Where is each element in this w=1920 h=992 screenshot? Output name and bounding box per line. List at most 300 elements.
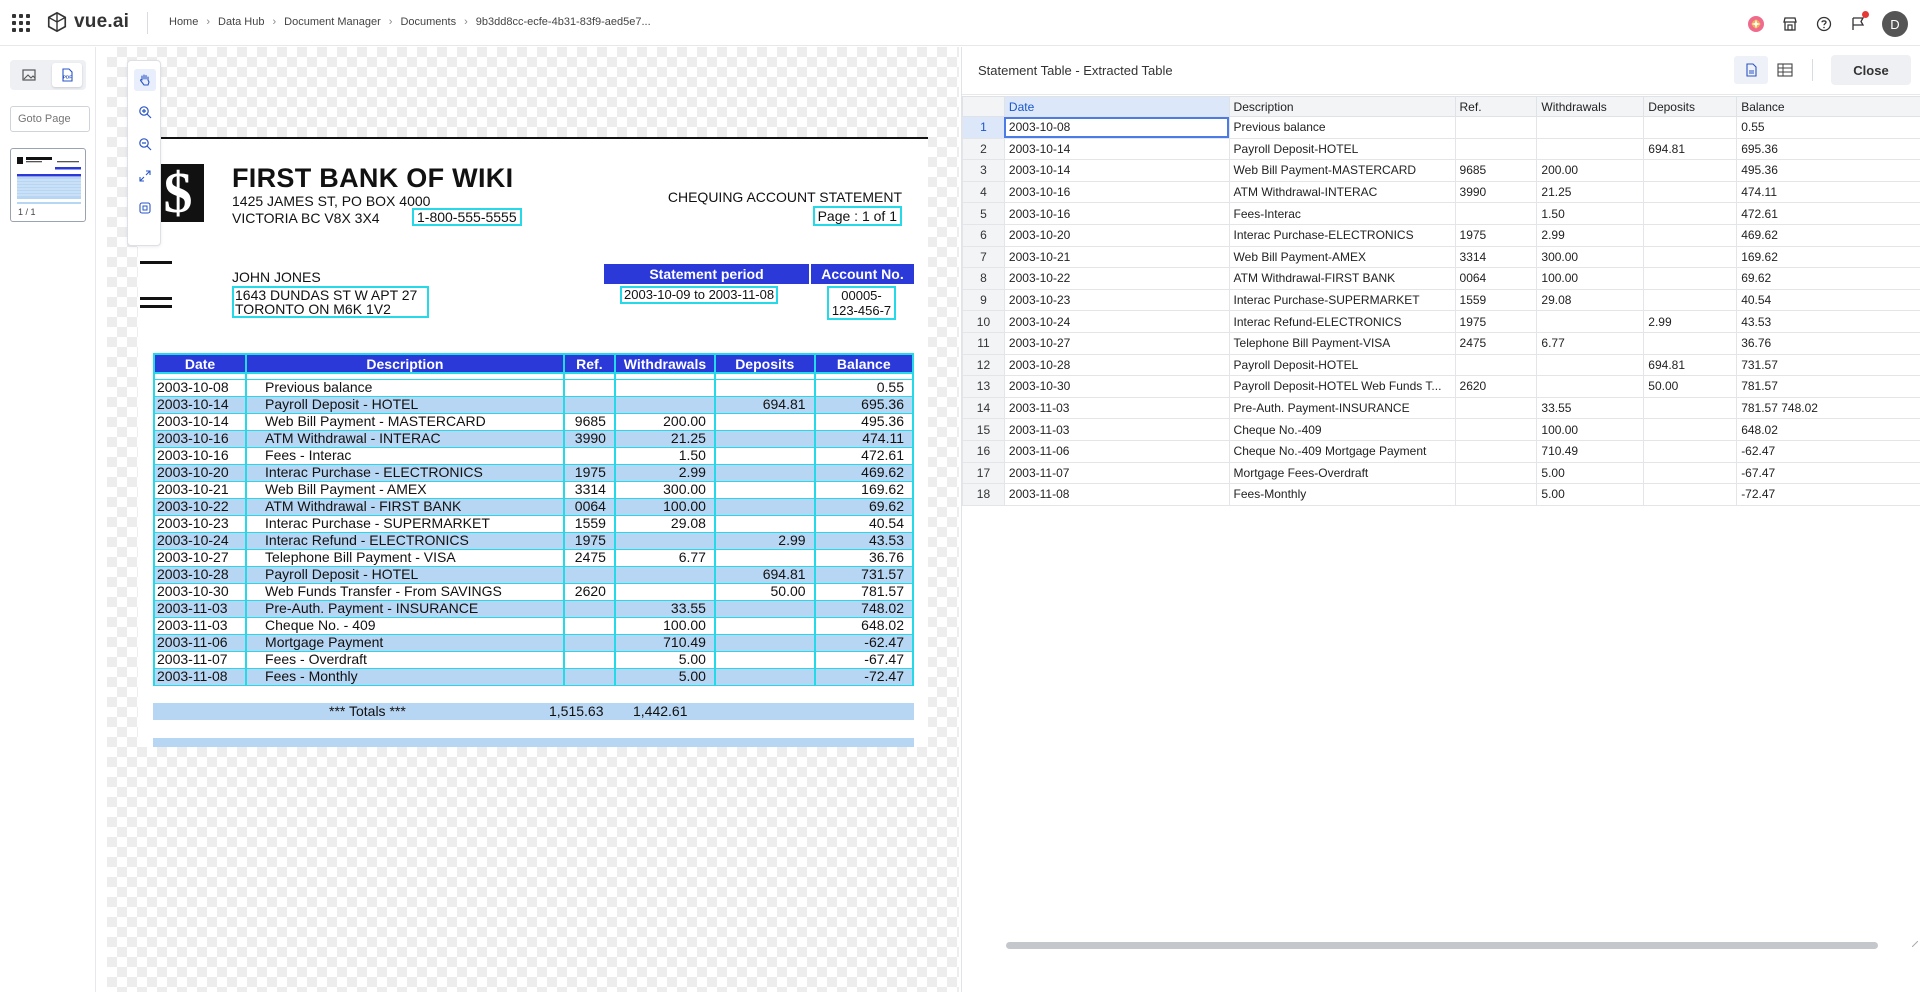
breadcrumb-document-manager[interactable]: Document Manager [284,16,381,28]
cell-withdrawals[interactable]: 5.00 [1537,462,1644,484]
cell-date[interactable]: 2003-10-28 [1004,354,1229,376]
region-select-icon[interactable] [134,197,156,219]
table-row[interactable] [963,246,1920,268]
breadcrumb-data-hub[interactable]: Data Hub [218,16,265,28]
row-number: 12 [963,354,1005,376]
totals-withdrawals: 1,515.63 [549,703,604,719]
cell-date[interactable]: 2003-10-14 [1004,160,1229,182]
cell-description[interactable]: Cheque No.-409 Mortgage Payment [1229,440,1455,462]
row-description: Previous balance [246,379,564,396]
bank-address-line2: VICTORIA BC V8X 3X4 [232,210,380,226]
table-row[interactable] [963,462,1920,484]
cell-withdrawals[interactable]: 710.49 [1537,440,1644,462]
row-ref [564,447,615,464]
cell-ref[interactable]: 3314 [1455,246,1537,268]
brand-name: vue.ai [74,11,130,32]
cell-description[interactable]: Mortgage Fees-Overdraft [1229,462,1455,484]
page-thumbnail[interactable] [10,148,86,222]
breadcrumb-home[interactable]: Home [169,16,199,28]
row-withdrawals: 6.77 [615,549,715,566]
row-deposits [715,413,815,430]
row-withdrawals: 1.50 [615,447,715,464]
vue-logo-icon [46,11,68,33]
cell-balance[interactable]: 169.62 [1737,246,1920,268]
table-row[interactable] [963,117,1920,139]
cell-balance[interactable]: 469.62 [1737,224,1920,246]
statement-row [154,617,913,634]
cell-balance[interactable]: 40.54 [1737,289,1920,311]
cell-date[interactable]: 2003-11-03 [1004,397,1229,419]
row-deposits: 50.00 [715,583,815,600]
grid-header-balance[interactable]: Balance [1737,97,1920,117]
row-withdrawals: 29.08 [615,515,715,532]
cell-deposits[interactable] [1644,160,1737,182]
row-ref: 2620 [564,583,615,600]
row-balance: 495.36 [815,413,913,430]
cell-description[interactable]: ATM Withdrawal-INTERAC [1229,181,1455,203]
cell-date[interactable]: 2003-10-16 [1004,181,1229,203]
cell-deposits[interactable] [1644,289,1737,311]
goto-page-input[interactable] [10,106,90,132]
row-withdrawals [615,396,715,413]
row-withdrawals [615,379,715,396]
table-row[interactable] [963,289,1920,311]
grid-header-deposits[interactable]: Deposits [1644,97,1737,117]
row-description: Mortgage Payment [246,634,564,651]
chevron-right-icon: › [464,16,468,28]
row-balance: 0.55 [815,379,913,396]
row-balance: 69.62 [815,498,913,515]
bank-address-line1: 1425 JAMES ST, PO BOX 4000 [232,193,431,209]
table-row[interactable] [963,311,1920,333]
cell-balance[interactable]: 495.36 [1737,160,1920,182]
cell-withdrawals[interactable]: 21.25 [1537,181,1644,203]
cell-deposits[interactable] [1644,203,1737,225]
table-row[interactable] [963,376,1920,398]
table-row[interactable] [963,440,1920,462]
cell-withdrawals[interactable]: 1.50 [1537,203,1644,225]
row-description: Web Bill Payment - AMEX [246,481,564,498]
decorative-rule [140,305,172,308]
cell-withdrawals[interactable] [1537,311,1644,333]
cell-description[interactable]: Pre-Auth. Payment-INSURANCE [1229,397,1455,419]
row-number: 1 [963,117,1005,139]
panel-title: Statement Table - Extracted Table [978,63,1173,78]
row-ref [564,651,615,668]
viewer-toolbar [127,60,161,246]
cell-description[interactable]: Previous balance [1229,117,1455,139]
row-number: 16 [963,440,1005,462]
fit-expand-icon[interactable] [134,165,156,187]
statement-row [154,515,913,532]
cell-date[interactable]: 2003-11-06 [1004,440,1229,462]
row-number: 2 [963,138,1005,160]
table-row[interactable] [963,203,1920,225]
table-row[interactable] [963,332,1920,354]
row-description: Pre-Auth. Payment - INSURANCE [246,600,564,617]
row-deposits: 694.81 [715,396,815,413]
cell-deposits[interactable] [1644,224,1737,246]
cell-description[interactable]: Fees-Interac [1229,203,1455,225]
cell-withdrawals[interactable] [1537,376,1644,398]
cell-balance[interactable]: 731.57 [1737,354,1920,376]
row-balance: 469.62 [815,464,913,481]
row-description: Interac Purchase - SUPERMARKET [246,515,564,532]
cell-ref[interactable] [1455,484,1537,506]
row-ref [564,379,615,396]
cell-ref[interactable] [1455,397,1537,419]
pan-hand-icon[interactable] [134,69,156,91]
horizontal-scrollbar[interactable] [1006,942,1878,949]
zoom-out-icon[interactable] [134,133,156,155]
panel-actions [1734,55,1920,85]
row-date: 2003-10-27 [154,549,246,566]
row-number: 9 [963,289,1005,311]
cell-withdrawals[interactable] [1537,138,1644,160]
row-deposits [715,498,815,515]
table-row[interactable] [963,354,1920,376]
row-date: 2003-10-14 [154,413,246,430]
totals-label: *** Totals *** [329,703,406,719]
row-date: 2003-10-28 [154,566,246,583]
svg-text:PDF: PDF [63,74,72,80]
row-ref: 3990 [564,430,615,447]
grid-header-ref[interactable]: Ref. [1455,97,1537,117]
table-row[interactable] [963,484,1920,506]
notification-badge [1862,11,1869,18]
cell-description[interactable]: Interac Refund-ELECTRONICS [1229,311,1455,333]
apps-grid-icon[interactable] [12,14,30,32]
cell-description[interactable]: Interac Purchase-ELECTRONICS [1229,224,1455,246]
row-description: Fees - Overdraft [246,651,564,668]
row-date: 2003-11-08 [154,668,246,685]
cell-description[interactable]: Telephone Bill Payment-VISA [1229,332,1455,354]
row-date: 2003-10-23 [154,515,246,532]
toolbar-divider [1812,59,1813,81]
row-date: 2003-10-30 [154,583,246,600]
row-description: Fees - Interac [246,447,564,464]
statement-table-body [154,373,913,685]
cell-date[interactable]: 2003-10-14 [1004,138,1229,160]
pdf-icon [60,68,74,82]
cell-balance[interactable]: -72.47 [1737,484,1920,506]
row-withdrawals: 710.49 [615,634,715,651]
cell-deposits[interactable] [1644,462,1737,484]
row-number: 17 [963,462,1005,484]
cell-ref[interactable] [1455,117,1537,139]
row-deposits [715,430,815,447]
decorative-rule [140,261,172,264]
row-balance: 40.54 [815,515,913,532]
avatar[interactable]: D [1882,11,1908,37]
row-ref: 3314 [564,481,615,498]
cell-description[interactable]: Cheque No.-409 [1229,419,1455,441]
cell-description[interactable]: Fees-Monthly [1229,484,1455,506]
cell-withdrawals[interactable]: 6.77 [1537,332,1644,354]
breadcrumb-documents[interactable]: Documents [400,16,457,28]
resize-handle-icon[interactable] [1912,941,1918,947]
page-top-rule [138,137,928,139]
close-button[interactable]: Close [1831,55,1911,85]
row-withdrawals: 200.00 [615,413,715,430]
row-deposits [715,600,815,617]
cell-withdrawals[interactable]: 300.00 [1537,246,1644,268]
row-date: 2003-10-08 [154,379,246,396]
cell-ref[interactable]: 0064 [1455,268,1537,290]
bank-phone: 1-800-555-5555 [412,208,522,226]
cell-deposits[interactable]: 2.99 [1644,311,1737,333]
cell-date[interactable]: 2003-11-07 [1004,462,1229,484]
cell-deposits[interactable] [1644,181,1737,203]
row-date: 2003-10-16 [154,430,246,447]
breadcrumb [169,16,651,28]
statement-row [154,413,913,430]
row-description: Cheque No. - 409 [246,617,564,634]
cell-description[interactable]: Payroll Deposit-HOTEL [1229,138,1455,160]
cell-deposits[interactable]: 694.81 [1644,138,1737,160]
cell-ref[interactable] [1455,462,1537,484]
cell-deposits[interactable] [1644,397,1737,419]
cell-deposits[interactable] [1644,484,1737,506]
cell-balance[interactable]: 781.57 [1737,376,1920,398]
table-row[interactable] [963,397,1920,419]
cell-ref[interactable]: 9685 [1455,160,1537,182]
table-row[interactable] [963,138,1920,160]
row-description: Interac Refund - ELECTRONICS [246,532,564,549]
row-ref: 1559 [564,515,615,532]
cell-balance[interactable]: 781.57 748.02 [1737,397,1920,419]
totals-row [153,703,914,720]
row-number: 8 [963,268,1005,290]
customer-address-line2: TORONTO ON M6K 1V2 [235,301,391,317]
cell-balance[interactable]: -62.47 [1737,440,1920,462]
grid-header-date[interactable]: Date [1004,97,1229,117]
row-withdrawals: 100.00 [615,498,715,515]
row-deposits: 2.99 [715,532,815,549]
statement-row [154,634,913,651]
cell-date[interactable]: 2003-10-30 [1004,376,1229,398]
row-deposits [715,515,815,532]
row-balance: 36.76 [815,549,913,566]
cell-description[interactable]: Web Bill Payment-AMEX [1229,246,1455,268]
cell-withdrawals[interactable]: 100.00 [1537,419,1644,441]
row-date: 2003-11-07 [154,651,246,668]
cell-description[interactable]: Payroll Deposit-HOTEL [1229,354,1455,376]
account-number-line1: 00005- [841,288,882,303]
row-deposits [715,549,815,566]
cell-balance[interactable]: 43.53 [1737,311,1920,333]
row-date: 2003-10-24 [154,532,246,549]
cell-date[interactable]: 2003-10-23 [1004,289,1229,311]
grid-corner [963,97,1005,117]
statement-row [154,447,913,464]
row-description: Web Funds Transfer - From SAVINGS [246,583,564,600]
cell-ref[interactable]: 1559 [1455,289,1537,311]
cell-balance[interactable]: 695.36 [1737,138,1920,160]
pdf-view-button[interactable] [52,63,82,87]
column-header-description: Description [246,354,564,373]
cell-ref[interactable] [1455,419,1537,441]
store-icon[interactable] [1780,14,1800,34]
row-ref [564,566,615,583]
row-date: 2003-10-20 [154,464,246,481]
cell-withdrawals[interactable] [1537,354,1644,376]
statement-row [154,668,913,685]
cell-withdrawals[interactable]: 5.00 [1537,484,1644,506]
statement-row [154,498,913,515]
row-number: 15 [963,419,1005,441]
cell-deposits[interactable] [1644,246,1737,268]
assistant-icon[interactable] [1746,14,1766,34]
row-date: 2003-10-16 [154,447,246,464]
row-withdrawals: 5.00 [615,668,715,685]
cell-withdrawals[interactable]: 200.00 [1537,160,1644,182]
help-icon[interactable] [1814,14,1834,34]
cell-balance[interactable]: 0.55 [1737,117,1920,139]
cell-deposits[interactable]: 50.00 [1644,376,1737,398]
column-header-withdrawals: Withdrawals [615,354,715,373]
extracted-table-grid [962,96,1920,506]
grid-header-description[interactable]: Description [1229,97,1455,117]
cell-date[interactable]: 2003-10-20 [1004,224,1229,246]
cell-withdrawals[interactable]: 33.55 [1537,397,1644,419]
row-withdrawals: 21.25 [615,430,715,447]
page-count-label: 1 / 1 [18,207,36,217]
row-balance: 748.02 [815,600,913,617]
cell-balance[interactable]: 648.02 [1737,419,1920,441]
row-balance: 781.57 [815,583,913,600]
brand-logo[interactable] [46,11,129,33]
row-deposits [715,617,815,634]
row-number: 5 [963,203,1005,225]
row-date: 2003-11-03 [154,617,246,634]
cell-description[interactable]: Interac Purchase-SUPERMARKET [1229,289,1455,311]
statement-row [154,566,913,583]
cell-balance[interactable]: 69.62 [1737,268,1920,290]
grid-header-withdrawals[interactable]: Withdrawals [1537,97,1644,117]
cell-date[interactable]: 2003-10-22 [1004,268,1229,290]
customer-name: JOHN JONES [232,269,321,285]
decorative-rule [140,297,172,300]
row-ref [564,396,615,413]
thumbnail-preview [15,155,83,211]
file-icon [1744,63,1758,77]
cell-date[interactable]: 2003-10-24 [1004,311,1229,333]
cell-description[interactable]: Payroll Deposit-HOTEL Web Funds T... [1229,376,1455,398]
cell-withdrawals[interactable]: 100.00 [1537,268,1644,290]
row-balance: 695.36 [815,396,913,413]
header-divider [147,12,148,34]
row-ref: 2475 [564,549,615,566]
row-balance: -72.47 [815,668,913,685]
cell-description[interactable]: Web Bill Payment-MASTERCARD [1229,160,1455,182]
page-footer-band [153,738,914,747]
row-description: ATM Withdrawal - INTERAC [246,430,564,447]
row-deposits [715,447,815,464]
row-date: 2003-11-03 [154,600,246,617]
cell-ref[interactable]: 3990 [1455,181,1537,203]
grid-header-row [963,97,1920,117]
cell-date[interactable]: 2003-10-27 [1004,332,1229,354]
row-number: 13 [963,376,1005,398]
cell-ref[interactable] [1455,138,1537,160]
cell-balance[interactable]: 474.11 [1737,181,1920,203]
row-withdrawals [615,566,715,583]
statement-title: CHEQUING ACCOUNT STATEMENT [667,189,902,205]
cell-ref[interactable] [1455,440,1537,462]
row-deposits [715,464,815,481]
cell-deposits[interactable] [1644,440,1737,462]
row-date: 2003-10-14 [154,396,246,413]
cell-date[interactable]: 2003-11-03 [1004,419,1229,441]
table-row[interactable] [963,268,1920,290]
cell-deposits[interactable]: 694.81 [1644,354,1737,376]
row-ref [564,634,615,651]
totals-deposits: 1,442.61 [633,703,688,719]
cell-ref[interactable]: 1975 [1455,224,1537,246]
statement-page [138,137,928,747]
table-row[interactable] [963,224,1920,246]
breadcrumb-document-id: 9b3dd8cc-ecfe-4b31-83f9-aed5e7... [475,16,651,28]
statement-row [154,583,913,600]
cell-deposits[interactable] [1644,268,1737,290]
table-row[interactable] [963,419,1920,441]
table-row[interactable] [963,160,1920,182]
cell-deposits[interactable] [1644,117,1737,139]
image-view-button[interactable] [14,63,44,87]
row-withdrawals: 33.55 [615,600,715,617]
cell-date[interactable]: 2003-10-21 [1004,246,1229,268]
cell-withdrawals[interactable] [1537,117,1644,139]
table-view-toggle[interactable] [1768,56,1802,84]
cell-balance[interactable]: -67.47 [1737,462,1920,484]
row-number: 7 [963,246,1005,268]
extracted-table [962,96,1920,506]
cell-ref[interactable] [1455,203,1537,225]
chevron-right-icon: › [206,16,211,28]
cell-deposits[interactable] [1644,332,1737,354]
cell-withdrawals[interactable]: 2.99 [1537,224,1644,246]
cell-ref[interactable] [1455,354,1537,376]
account-number-header: Account No. [811,264,914,284]
cell-withdrawals[interactable]: 29.08 [1537,289,1644,311]
statement-row [154,430,913,447]
notifications-icon[interactable] [1848,14,1868,34]
column-header-date: Date [154,354,246,373]
cell-date[interactable]: 2003-10-16 [1004,203,1229,225]
cell-date[interactable]: 2003-10-08 [1004,117,1229,139]
row-description: Fees - Monthly [246,668,564,685]
document-view-toggle[interactable] [1734,56,1768,84]
statement-row [154,379,913,396]
row-ref: 9685 [564,413,615,430]
cell-balance[interactable]: 472.61 [1737,203,1920,225]
cell-ref[interactable]: 2620 [1455,376,1537,398]
cell-date[interactable]: 2003-11-08 [1004,484,1229,506]
column-header-deposits: Deposits [715,354,815,373]
cell-deposits[interactable] [1644,419,1737,441]
cell-balance[interactable]: 36.76 [1737,332,1920,354]
cell-ref[interactable]: 1975 [1455,311,1537,333]
table-row[interactable] [963,181,1920,203]
cell-description[interactable]: ATM Withdrawal-FIRST BANK [1229,268,1455,290]
row-description: Telephone Bill Payment - VISA [246,549,564,566]
column-header-ref: Ref. [564,354,615,373]
cell-ref[interactable]: 2475 [1455,332,1537,354]
zoom-in-icon[interactable] [134,101,156,123]
row-description: Payroll Deposit - HOTEL [246,566,564,583]
row-number: 6 [963,224,1005,246]
